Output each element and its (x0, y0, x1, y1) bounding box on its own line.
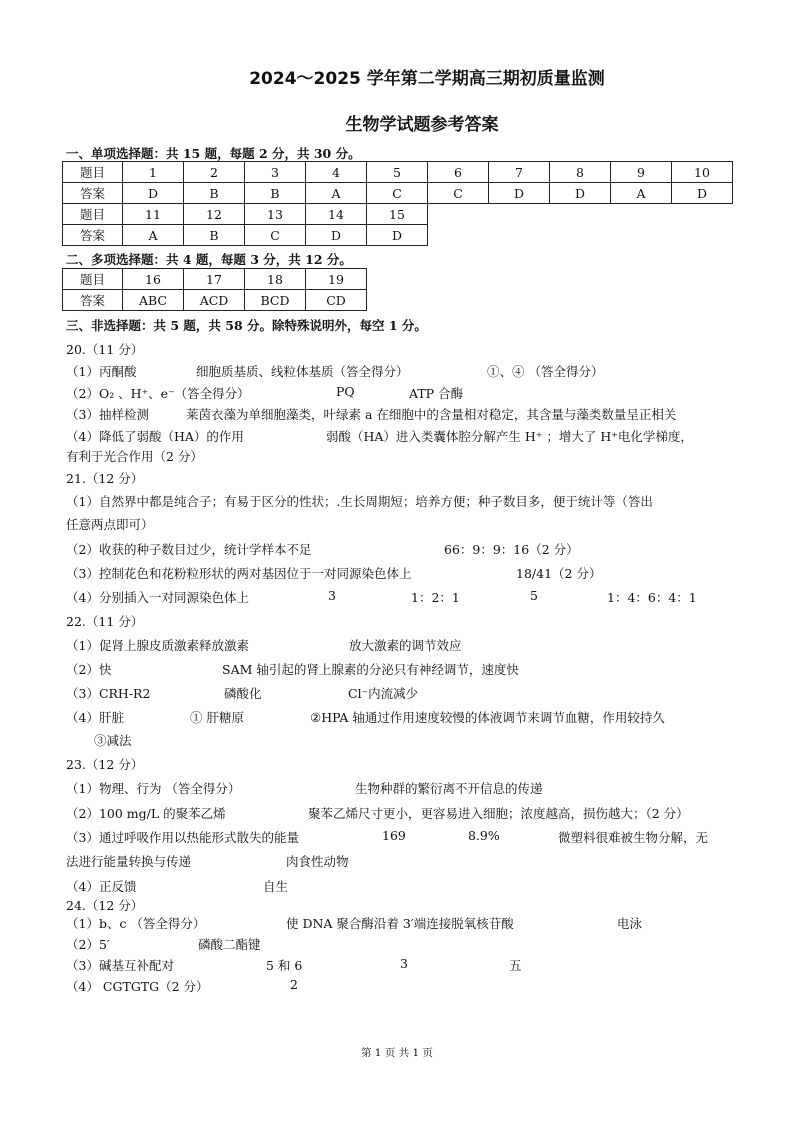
answer-text: ATP 合酶 (409, 386, 464, 401)
answer-text: 1：2：1 (411, 590, 460, 605)
table-cell: BCD (245, 290, 306, 311)
table-cell: 6 (428, 162, 489, 183)
row-label: 答案 (63, 225, 123, 246)
table-cell: ACD (184, 290, 245, 311)
answer-text: 法进行能量转换与传递 (66, 854, 192, 869)
answer-text: （3）抽样检测 (66, 407, 149, 422)
row-label: 题目 (63, 204, 123, 225)
table-cell: B (245, 183, 306, 204)
table-cell: CD (306, 290, 367, 311)
table-cell: D (550, 183, 611, 204)
row-label: 题目 (63, 162, 123, 183)
table-cell: D (367, 225, 428, 246)
answer-line (66, 804, 689, 822)
page-subtitle: 生物学试题参考答案 (345, 115, 499, 135)
answer-text: 自生 (263, 879, 289, 894)
table-cell: C (367, 183, 428, 204)
table-cell: 13 (245, 204, 306, 225)
answer-line: ③减法 (94, 733, 132, 748)
answer-text: 1：4：6：4：1 (607, 590, 697, 605)
answer-text: ②HPA 轴通过作用速度较慢的体液调节来调节血糖，作用较持久 (310, 710, 665, 725)
section-1-heading: 一、单项选择题：共 15 题，每题 2 分，共 30 分。 (66, 146, 361, 161)
answer-line: 有利于光合作用（2 分） (66, 449, 203, 464)
table-cell: 2 (184, 162, 245, 183)
table-row-questions (63, 204, 428, 225)
row-label: 题目 (63, 269, 123, 290)
answer-text: SAM 轴引起的肾上腺素的分泌只有神经调节，速度快 (222, 662, 519, 677)
answer-line (66, 540, 579, 558)
answer-text: （4）分别插入一对同源染色体上 (66, 590, 249, 605)
answer-text: 使 DNA 聚合酶沿着 3′端连接脱氧核苷酸 (286, 916, 514, 931)
table-cell: 17 (184, 269, 245, 290)
section-2-heading: 二、多项选择题：共 4 题，每题 3 分，共 12 分。 (66, 252, 352, 267)
table-cell: D (672, 183, 733, 204)
answer-line (66, 660, 519, 678)
table-row-answers (63, 183, 733, 204)
question-23-heading: 23.（12 分） (66, 757, 144, 772)
table-cell: 19 (306, 269, 367, 290)
answer-text: 66：9：9：16（2 分） (444, 542, 579, 557)
answer-text: ① 肝糖原 (190, 710, 244, 725)
table-cell: A (611, 183, 672, 204)
answer-text: PQ (336, 384, 355, 399)
answer-line (66, 977, 298, 995)
answer-table-2 (62, 203, 428, 246)
answer-line (66, 588, 697, 606)
table-cell: 11 (123, 204, 184, 225)
table-cell: 5 (367, 162, 428, 183)
table-cell: 3 (245, 162, 306, 183)
answer-line: （1）自然界中都是纯合子；有易于区分的性状；.生长周期短；培养方便；种子数目多，便于统计等（答出 (66, 494, 653, 509)
answer-table-3 (62, 268, 367, 311)
row-label: 答案 (63, 183, 123, 204)
table-cell: D (489, 183, 550, 204)
answer-text: 磷酸化 (224, 686, 262, 701)
table-cell: 4 (306, 162, 367, 183)
row-label: 答案 (63, 290, 123, 311)
table-cell: ABC (123, 290, 184, 311)
question-20-heading: 20.（11 分） (66, 342, 144, 357)
answer-line: 任意两点即可） (66, 517, 154, 532)
answer-text: 18/41（2 分） (516, 566, 602, 581)
table-row-answers (63, 225, 428, 246)
answer-text: 8.9% (468, 828, 500, 843)
table-cell: 7 (489, 162, 550, 183)
answer-text: 五 (509, 958, 522, 973)
answer-text: 5 (530, 588, 538, 603)
table-cell: 10 (672, 162, 733, 183)
answer-line (66, 564, 602, 582)
table-cell: 14 (306, 204, 367, 225)
answer-line (66, 779, 543, 797)
answer-line (66, 684, 419, 702)
page-footer: 第 1 页 共 1 页 (360, 1047, 434, 1059)
question-21-heading: 21.（12 分） (66, 471, 144, 486)
answer-line (66, 956, 522, 974)
answer-text: ①、④ （答全得分） (487, 364, 604, 379)
table-cell: 1 (123, 162, 184, 183)
answer-line (66, 935, 261, 953)
answer-text: 聚苯乙烯尺寸更小，更容易进入细胞；浓度越高，损伤越大；（2 分） (308, 806, 689, 821)
answer-text: Cl⁻内流减少 (348, 686, 419, 701)
table-cell: B (184, 225, 245, 246)
answer-text: （1）丙酮酸 (66, 364, 137, 379)
table-cell: A (123, 225, 184, 246)
answer-line (66, 708, 665, 726)
answer-line (66, 828, 709, 846)
answer-line (66, 384, 464, 402)
table-cell: C (428, 183, 489, 204)
page-title: 2024～2025 学年第二学期高三期初质量监测 (249, 69, 605, 89)
answer-text: （3）CRH-R2 (66, 686, 151, 701)
answer-text: 3 (400, 956, 408, 971)
question-24-heading: 24.（12 分） (66, 898, 144, 913)
answer-text: （2）O₂ 、H⁺、e⁻（答全得分） (66, 386, 250, 401)
answer-text: （4） CGTGTG（2 分） (66, 979, 209, 994)
answer-text: （4）正反馈 (66, 879, 137, 894)
table-row-questions (63, 162, 733, 183)
table-cell: 16 (123, 269, 184, 290)
answer-text: 生物种群的繁衍离不开信息的传递 (355, 781, 543, 796)
answer-text: 2 (290, 977, 298, 992)
answer-text: （3）控制花色和花粉粒形状的两对基因位于一对同源染色体上 (66, 566, 412, 581)
answer-text: （1）促肾上腺皮质激素释放激素 (66, 638, 249, 653)
table-row-answers (63, 290, 367, 311)
answer-text: （4）降低了弱酸（HA）的作用 (66, 429, 244, 444)
answer-text: 细胞质基质、线粒体基质（答全得分） (196, 364, 409, 379)
answer-text: （2）收获的种子数目过少，统计学样本不足 (66, 542, 312, 557)
answer-text: 微塑料很难被生物分解，无 (558, 830, 709, 845)
table-cell: 8 (550, 162, 611, 183)
answer-text: 3 (328, 588, 336, 603)
answer-text: 莱茵衣藻为单细胞藻类，叶绿素 a 在细胞中的含量相对稳定，其含量与藻类数量呈正相关 (186, 407, 677, 422)
answer-line (66, 405, 677, 423)
answer-text: （2）5′ (66, 937, 110, 952)
answer-text: 5 和 6 (266, 958, 303, 973)
answer-text: 放大激素的调节效应 (349, 638, 462, 653)
answer-line (66, 852, 349, 870)
answer-text: （1）b、c （答全得分） (66, 916, 206, 931)
answer-text: 弱酸（HA）进入类囊体腔分解产生 H⁺ ；增大了 H⁺电化学梯度， (326, 429, 693, 444)
answer-text: 169 (382, 828, 406, 843)
answer-text: 肉食性动物 (286, 854, 349, 869)
answer-line (66, 914, 643, 932)
answer-text: （1）物理、行为 （答全得分） (66, 781, 241, 796)
answer-text: 磷酸二酯键 (198, 937, 261, 952)
table-cell: C (245, 225, 306, 246)
answer-text: （4）肝脏 (66, 710, 124, 725)
table-cell: D (123, 183, 184, 204)
table-cell: 12 (184, 204, 245, 225)
table-cell: D (306, 225, 367, 246)
answer-line (66, 877, 289, 895)
table-row-questions (63, 269, 367, 290)
answer-text: （2）100 mg/L 的聚苯乙烯 (66, 806, 226, 821)
answer-text: （2）快 (66, 662, 112, 677)
table-cell: B (184, 183, 245, 204)
table-cell: 15 (367, 204, 428, 225)
table-cell: 9 (611, 162, 672, 183)
answer-line (66, 362, 604, 380)
question-22-heading: 22.（11 分） (66, 614, 144, 629)
table-cell: A (306, 183, 367, 204)
table-cell: 18 (245, 269, 306, 290)
answer-text: （3）碱基互补配对 (66, 958, 174, 973)
answer-text: （3）通过呼吸作用以热能形式散失的能量 (66, 830, 299, 845)
answer-table-1 (62, 161, 733, 204)
section-3-heading: 三、非选择题：共 5 题，共 58 分。除特殊说明外，每空 1 分。 (66, 318, 427, 333)
answer-line (66, 636, 462, 654)
answer-line (66, 427, 693, 445)
answer-text: 电泳 (617, 916, 643, 931)
